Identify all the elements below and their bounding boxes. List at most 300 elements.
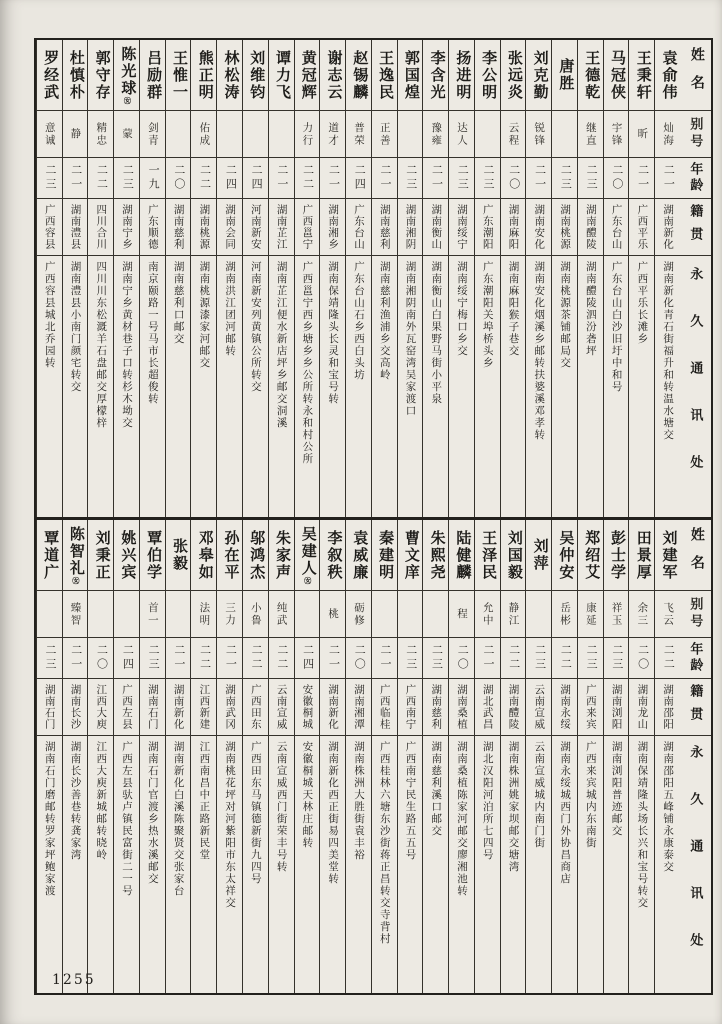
name-cell: 李叙秩	[320, 520, 345, 591]
age-cell: 二四	[114, 638, 139, 679]
person-column	[500, 40, 526, 517]
address-cell: 云南宣威西门街荣丰号转	[275, 741, 287, 873]
person-column	[216, 520, 242, 993]
native-place-cell: 广西容县	[37, 199, 62, 256]
alias-cell: 小鲁	[243, 591, 268, 638]
name-cell: 王惟一	[166, 40, 191, 111]
person-column	[190, 40, 216, 517]
age-cell: 二二	[269, 638, 294, 679]
native-place-cell: 湖南桃源	[552, 199, 577, 256]
person-column	[319, 520, 345, 993]
address-cell: 湖南慈利口邮交	[172, 261, 184, 345]
alias-cell: 宇锋	[604, 111, 629, 158]
person-column	[654, 40, 680, 517]
name-cell: 刘克勤	[526, 40, 551, 111]
name-cell: 张毅	[166, 520, 191, 591]
person-column	[87, 40, 113, 517]
age-cell: 二一	[526, 158, 551, 199]
address-cell: 湖南株洲姚家坝邮交塘湾	[507, 741, 519, 873]
native-place-cell: 湖南绥宁	[449, 199, 474, 256]
age-cell: 二二	[655, 638, 680, 679]
alias-cell: 程	[449, 591, 474, 638]
name-cell: 谭力飞	[269, 40, 294, 111]
name-cell: 熊正明	[191, 40, 216, 111]
age-cell: 二三	[526, 638, 551, 679]
alias-cell	[217, 111, 242, 158]
address-cell: 广东潮阳关埠桥头乡	[481, 261, 493, 369]
person-column	[448, 520, 474, 993]
person-column	[525, 40, 551, 517]
alias-cell: 继直	[578, 111, 603, 158]
person-column	[165, 40, 191, 517]
age-cell: 二二	[243, 638, 268, 679]
address-cell: 湖南保靖隆头场长兴和宝号转交	[636, 741, 648, 909]
alias-cell	[423, 591, 448, 638]
person-column	[628, 520, 654, 993]
name-cell: 吴建人㊛	[295, 520, 320, 591]
alias-cell	[398, 111, 423, 158]
alias-cell	[475, 111, 500, 158]
age-cell: 二〇	[166, 158, 191, 199]
address-cell: 湖北汉阳河泊所七四号	[481, 741, 493, 861]
name-cell: 郭守存	[88, 40, 113, 111]
name-cell: 邓皋如	[191, 520, 216, 591]
native-place-cell: 广东顺德	[140, 199, 165, 256]
age-cell: 二一	[166, 638, 191, 679]
address-cell: 江西南昌中正路新民堂	[198, 741, 210, 861]
age-cell: 一九	[140, 158, 165, 199]
native-place-cell: 湖南澧县	[63, 199, 88, 256]
native-place-cell: 湖南石门	[140, 679, 165, 736]
person-column	[190, 520, 216, 993]
header-age: 年龄	[680, 638, 711, 679]
person-column	[551, 40, 577, 517]
alias-cell: 佑成	[191, 111, 216, 158]
name-cell: 王秉轩	[629, 40, 654, 111]
address-cell: 湖南新化青石街福升和转温水塘交	[662, 261, 674, 441]
age-cell: 二四	[217, 158, 242, 199]
header-name: 姓名	[680, 520, 711, 591]
age-cell: 二三	[423, 638, 448, 679]
native-place-cell: 湖南浏阳	[604, 679, 629, 736]
address-cell: 湖南芷江便水新店坪乡邮交洞溪	[275, 261, 287, 429]
native-place-cell: 湖南新化	[320, 679, 345, 736]
native-place-cell: 广西左县	[114, 679, 139, 736]
native-place-cell: 湖南慈利	[166, 199, 191, 256]
address-cell: 湖南慈利溪口邮交	[430, 741, 442, 837]
address-cell: 湖南石门磨邮转罗家坪鲍家渡	[43, 741, 55, 897]
name-cell: 彭士学	[604, 520, 629, 591]
native-place-cell: 湖南慈利	[423, 679, 448, 736]
address-cell: 湖南桃花坪对河紫阳市东太祥交	[224, 741, 236, 909]
address-cell: 湖南麻阳猴子巷交	[507, 261, 519, 357]
name-cell: 覃道广	[37, 520, 62, 591]
name-cell: 刘萍	[526, 520, 551, 591]
age-cell: 二一	[63, 158, 88, 199]
age-cell: 二一	[629, 158, 654, 199]
address-cell: 湖南洪江团河邮转	[224, 261, 236, 357]
address-cell: 湖南邵阳五峰铺永康泰交	[662, 741, 674, 873]
person-column	[242, 520, 268, 993]
native-place-cell: 广西田东	[243, 679, 268, 736]
age-cell: 二二	[191, 638, 216, 679]
alias-cell	[166, 111, 191, 158]
alias-cell: 臻智	[63, 591, 88, 638]
native-place-cell: 湖南湘潭	[346, 679, 371, 736]
native-place-cell: 湖南宁乡	[114, 199, 139, 256]
person-column	[448, 40, 474, 517]
address-cell: 湖南桃源漆家河邮交	[198, 261, 210, 369]
age-cell: 二三	[449, 158, 474, 199]
name-cell: 罗经武	[37, 40, 62, 111]
person-column	[474, 520, 500, 993]
header-name: 姓名	[680, 40, 711, 111]
name-cell: 吕励群	[140, 40, 165, 111]
alias-cell: 正善	[372, 111, 397, 158]
native-place-cell: 湖南邵阳	[655, 679, 680, 736]
alias-cell: 首一	[140, 591, 165, 638]
person-column	[371, 40, 397, 517]
native-place-cell: 湖南永绥	[552, 679, 577, 736]
age-cell: 二三	[398, 158, 423, 199]
alias-cell: 普荣	[346, 111, 371, 158]
native-place-cell: 湖南新化	[655, 199, 680, 256]
person-column	[268, 520, 294, 993]
address-cell: 广西邕宁西乡塘乡乡公所转永和村公所	[301, 261, 313, 465]
age-cell: 二四	[346, 158, 371, 199]
gender-note: ㊛	[123, 97, 132, 104]
name-cell: 林松涛	[217, 40, 242, 111]
age-cell: 二三	[552, 158, 577, 199]
name-cell: 刘建军	[655, 520, 680, 591]
age-cell: 二三	[398, 638, 423, 679]
address-cell: 广西左县驮卢镇民富街二一号	[121, 741, 133, 897]
alias-cell: 纯武	[269, 591, 294, 638]
person-column	[268, 40, 294, 517]
alias-cell: 砺修	[346, 591, 371, 638]
alias-cell	[372, 591, 397, 638]
address-cell: 四川川东松溉羊石盘邮交厚檬梓	[95, 261, 107, 429]
native-place-cell: 广东潮阳	[475, 199, 500, 256]
person-column	[397, 520, 423, 993]
native-place-cell: 广西邕宁	[295, 199, 320, 256]
person-column	[500, 520, 526, 993]
alias-cell: 三力	[217, 591, 242, 638]
age-cell: 二二	[191, 158, 216, 199]
age-cell: 二三	[475, 158, 500, 199]
age-cell: 二三	[604, 638, 629, 679]
person-column	[397, 40, 423, 517]
native-place-cell: 河南新安	[243, 199, 268, 256]
person-column	[36, 520, 62, 993]
alias-cell	[398, 591, 423, 638]
address-cell: 湖南醴陵泗汾砻坪	[584, 261, 596, 357]
address-cell: 湖南衡山白果野马街小平泉	[430, 261, 442, 405]
address-cell: 湖南宁乡黄材巷子口转杉木坳交	[121, 261, 133, 429]
alias-cell: 桃	[320, 591, 345, 638]
person-column	[62, 520, 88, 993]
native-place-cell: 湖南衡山	[423, 199, 448, 256]
alias-cell: 云程	[501, 111, 526, 158]
address-cell: 湖南桃源茶铺邮局交	[559, 261, 571, 369]
name-cell: 王德乾	[578, 40, 603, 111]
address-cell: 湖南新化白溪陈聚贤交张家台	[172, 741, 184, 897]
address-cell: 广西容县城北乔园转	[43, 261, 55, 369]
address-cell: 河南新安列黄镇公所转交	[249, 261, 261, 393]
native-place-cell: 湖南醴陵	[578, 199, 603, 256]
age-cell: 二〇	[88, 638, 113, 679]
age-cell: 二一	[372, 638, 397, 679]
person-column	[654, 520, 680, 993]
native-place-cell: 广西南宁	[398, 679, 423, 736]
address-cell: 广西南宁民生路五五号	[404, 741, 416, 861]
name-cell: 扬进明	[449, 40, 474, 111]
age-cell: 二三	[578, 158, 603, 199]
alias-cell: 达人	[449, 111, 474, 158]
name-cell: 覃伯学	[140, 520, 165, 591]
alias-cell: 余三	[629, 591, 654, 638]
native-place-cell: 湖南新化	[166, 679, 191, 736]
person-column	[319, 40, 345, 517]
alias-cell	[552, 111, 577, 158]
alias-cell: 豫雍	[423, 111, 448, 158]
name-cell: 马冠侠	[604, 40, 629, 111]
address-cell: 湖南石门官渡乡热水溪邮交	[146, 741, 158, 885]
age-cell: 二二	[295, 158, 320, 199]
native-place-cell: 湖北武昌	[475, 679, 500, 736]
name-cell: 郭国煌	[398, 40, 423, 111]
native-place-cell: 湖南安化	[526, 199, 551, 256]
person-column	[242, 40, 268, 517]
person-column	[345, 520, 371, 993]
name-cell: 赵锡麟	[346, 40, 371, 111]
person-column	[371, 520, 397, 993]
native-place-cell: 湖南石门	[37, 679, 62, 736]
age-cell: 二二	[552, 638, 577, 679]
age-cell: 二二	[501, 638, 526, 679]
address-cell: 湖南安化烟溪乡邮转扶婆溪邓孝转	[533, 261, 545, 441]
age-cell: 二一	[372, 158, 397, 199]
native-place-cell: 湖南武冈	[217, 679, 242, 736]
native-place-cell: 湖南桑植	[449, 679, 474, 736]
age-cell: 二一	[475, 638, 500, 679]
alias-cell	[526, 591, 551, 638]
address-cell: 湖南澧县小南门颜宅转交	[69, 261, 81, 393]
header-column	[680, 40, 711, 517]
name-cell: 陈智礼㊛	[63, 520, 88, 591]
age-cell: 二一	[217, 638, 242, 679]
name-cell: 黄冠辉	[295, 40, 320, 111]
address-cell: 江西大庾新城邮转晓岭	[95, 741, 107, 861]
alias-cell	[88, 591, 113, 638]
person-column	[628, 40, 654, 517]
person-column	[577, 520, 603, 993]
native-place-cell: 湖南龙山	[629, 679, 654, 736]
name-cell: 刘秉正	[88, 520, 113, 591]
address-cell: 湖南浏阳普迹邮交	[610, 741, 622, 837]
age-cell: 二二	[88, 158, 113, 199]
page-number: 1255	[52, 972, 96, 988]
name-cell: 曹文庠	[398, 520, 423, 591]
name-cell: 田景厚	[629, 520, 654, 591]
native-place-cell: 四川合川	[88, 199, 113, 256]
person-column	[87, 520, 113, 993]
address-cell: 湖南绥宁梅口乡交	[456, 261, 467, 357]
age-cell: 二一	[320, 158, 345, 199]
native-place-cell: 湖南会同	[217, 199, 242, 256]
age-cell: 二四	[295, 638, 320, 679]
alias-cell: 岳彬	[552, 591, 577, 638]
alias-cell	[166, 591, 191, 638]
age-cell: 二一	[269, 158, 294, 199]
native-place-cell: 湖南麻阳	[501, 199, 526, 256]
name-cell: 陈光球㊛	[114, 40, 139, 111]
name-cell: 吴仲安	[552, 520, 577, 591]
alias-cell: 精忠	[88, 111, 113, 158]
name-cell: 朱家声	[269, 520, 294, 591]
directory-table-bottom	[34, 519, 713, 995]
person-column	[422, 40, 448, 517]
alias-cell	[243, 111, 268, 158]
name-cell: 袁俞伟	[655, 40, 680, 111]
age-cell: 二三	[37, 638, 62, 679]
alias-cell: 法明	[191, 591, 216, 638]
header-age: 年龄	[680, 158, 711, 199]
name-cell: 刘维钧	[243, 40, 268, 111]
age-cell: 二三	[140, 638, 165, 679]
native-place-cell: 广东台山	[604, 199, 629, 256]
native-place-cell: 广西平乐	[629, 199, 654, 256]
alias-cell: 力行	[295, 111, 320, 158]
address-cell: 广西桂林六塘东沙街蒋正昌转交寺背村	[378, 741, 390, 945]
person-column	[62, 40, 88, 517]
native-place-cell: 云南宣威	[526, 679, 551, 736]
person-column	[216, 40, 242, 517]
person-column	[113, 520, 139, 993]
native-place-cell: 江西大庾	[88, 679, 113, 736]
alias-cell: 静	[63, 111, 88, 158]
header-native: 籍贯	[680, 679, 711, 736]
age-cell: 二三	[37, 158, 62, 199]
person-column	[139, 520, 165, 993]
alias-cell: 飞云	[655, 591, 680, 638]
native-place-cell: 广东台山	[346, 199, 371, 256]
address-cell: 广西来宾城内东南街	[584, 741, 596, 849]
name-cell: 张远炎	[501, 40, 526, 111]
address-cell: 湖南保靖隆头长灵和宝号转	[327, 261, 339, 405]
address-cell: 湖南湘阴南外瓦窑湾吴家渡口	[404, 261, 416, 417]
address-cell: 湖南永绥城西门外协昌商店	[559, 741, 571, 885]
name-cell: 袁威廉	[346, 520, 371, 591]
person-column	[165, 520, 191, 993]
address-cell: 湖南新化西正街易四美堂转	[327, 741, 339, 885]
alias-cell: 道才	[320, 111, 345, 158]
gender-note: ㊛	[303, 577, 312, 584]
address-cell: 湖南株洲大胜街袁丰裕	[352, 741, 364, 861]
alias-cell: 允中	[475, 591, 500, 638]
person-column	[294, 520, 320, 993]
age-cell: 二一	[63, 638, 88, 679]
native-place-cell: 湖南桃源	[191, 199, 216, 256]
person-column	[345, 40, 371, 517]
native-place-cell: 湖南芷江	[269, 199, 294, 256]
person-column	[551, 520, 577, 993]
name-cell: 邬鸿杰	[243, 520, 268, 591]
alias-cell: 意诚	[37, 111, 62, 158]
name-cell: 刘国毅	[501, 520, 526, 591]
native-place-cell: 湖南醴陵	[501, 679, 526, 736]
age-cell: 二一	[423, 158, 448, 199]
name-cell: 秦建明	[372, 520, 397, 591]
age-cell: 二〇	[629, 638, 654, 679]
age-cell: 二四	[243, 158, 268, 199]
native-place-cell: 湖南湘阴	[398, 199, 423, 256]
native-place-cell: 广西临桂	[372, 679, 397, 736]
alias-cell	[37, 591, 62, 638]
gender-note: ㊛	[71, 577, 80, 584]
age-cell: 二三	[114, 158, 139, 199]
person-column	[603, 40, 629, 517]
person-column	[577, 40, 603, 517]
person-column	[422, 520, 448, 993]
name-cell: 谢志云	[320, 40, 345, 111]
name-cell: 郑绍艾	[578, 520, 603, 591]
directory-table-top	[34, 38, 713, 519]
address-cell: 广西平乐长滩乡	[636, 261, 648, 345]
name-cell: 王泽民	[475, 520, 500, 591]
alias-cell: 静江	[501, 591, 526, 638]
native-place-cell: 云南宣威	[269, 679, 294, 736]
alias-cell	[269, 111, 294, 158]
name-cell: 李公明	[475, 40, 500, 111]
address-cell: 南京颐路一号马市长超俊转	[146, 261, 158, 405]
name-cell: 陆健麟	[449, 520, 474, 591]
address-cell: 湖南长沙善巷转龚家湾	[69, 741, 81, 861]
name-cell: 唐胜	[552, 40, 577, 111]
native-place-cell: 江西新建	[191, 679, 216, 736]
header-address: 永久通讯处	[688, 744, 704, 980]
directory-sheet	[34, 38, 713, 995]
alias-cell: 康延	[578, 591, 603, 638]
native-place-cell: 湖南湘乡	[320, 199, 345, 256]
name-cell: 孙在平	[217, 520, 242, 591]
native-place-cell: 湖南慈利	[372, 199, 397, 256]
alias-cell	[295, 591, 320, 638]
alias-cell	[114, 591, 139, 638]
header-address: 永久通讯处	[688, 266, 704, 502]
name-cell: 王逸民	[372, 40, 397, 111]
age-cell: 二〇	[501, 158, 526, 199]
alias-cell: 锐锋	[526, 111, 551, 158]
address-cell: 湖南桑植陈家河邮交廖湘池转	[456, 741, 467, 897]
alias-cell: 灿海	[655, 111, 680, 158]
address-cell: 广东台山白沙旧圩中和号	[610, 261, 622, 393]
age-cell: 二三	[578, 638, 603, 679]
native-place-cell: 广西来宾	[578, 679, 603, 736]
person-column	[603, 520, 629, 993]
address-cell: 湖南慈利渔浦乡交高岭	[378, 261, 390, 381]
age-cell: 二一	[320, 638, 345, 679]
address-cell: 云南宣威城内南门街	[533, 741, 545, 849]
header-alias: 别号	[680, 591, 711, 638]
address-cell: 安徽桐城天林庄邮转	[301, 741, 313, 849]
name-cell: 李含光	[423, 40, 448, 111]
header-column	[680, 520, 711, 993]
address-cell: 广西田东马镇德新街九四号	[249, 741, 261, 885]
person-column	[139, 40, 165, 517]
name-cell: 杜慎朴	[63, 40, 88, 111]
native-place-cell: 湖南长沙	[63, 679, 88, 736]
